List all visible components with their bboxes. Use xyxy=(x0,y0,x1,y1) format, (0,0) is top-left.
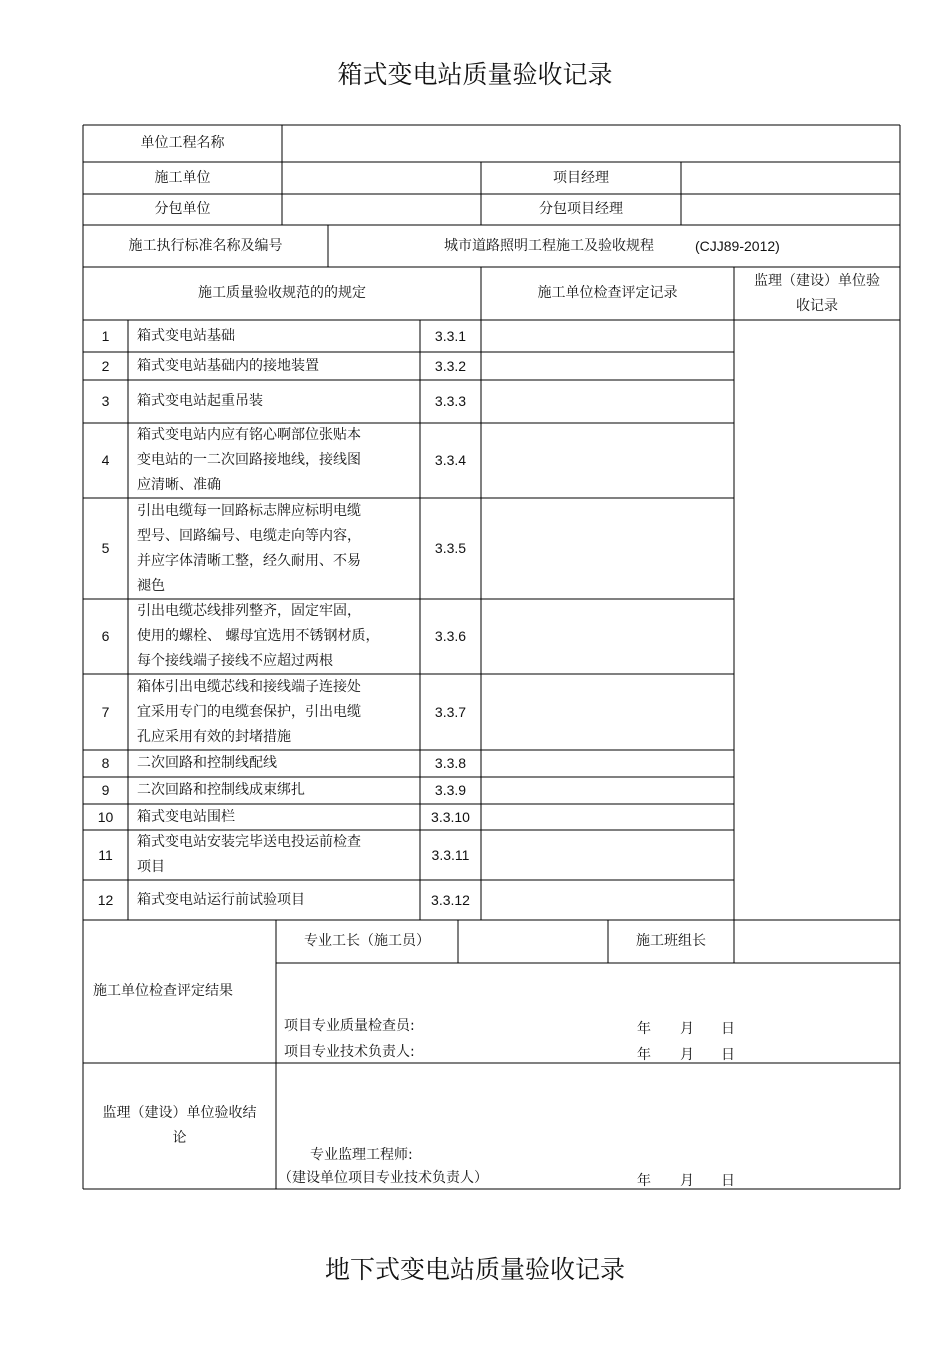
label-quality-inspector: 项目专业质量检查员: xyxy=(284,1018,415,1034)
date-month: 月 xyxy=(680,1047,694,1063)
row-check-field[interactable] xyxy=(481,674,734,750)
row-text: 箱式变电站基础内的接地装置 xyxy=(137,357,319,374)
row-code: 3.3.12 xyxy=(431,891,470,908)
row-code: 3.3.5 xyxy=(434,540,467,556)
row-number: 11 xyxy=(98,846,113,863)
row-code: 3.3.9 xyxy=(434,782,467,798)
label-supervision-conclusion: 监理（建设）单位验收结 论 xyxy=(102,1105,257,1146)
row-number: 5 xyxy=(101,540,110,556)
row-text: 二次回路和控制线成束绑扎 xyxy=(137,782,305,798)
row-number: 1 xyxy=(101,327,110,344)
row-code: 3.3.8 xyxy=(434,755,467,771)
date-year: 年 xyxy=(637,1021,651,1037)
row-check-field[interactable] xyxy=(481,880,734,920)
row-code: 3.3.2 xyxy=(434,357,467,374)
row-check-field[interactable] xyxy=(481,380,734,423)
date-day: 日 xyxy=(721,1047,735,1063)
date-month: 月 xyxy=(680,1173,694,1189)
date-month: 月 xyxy=(680,1021,694,1037)
row-text: 箱式变电站内应有铭心啊部位张贴本 变电站的一二次回路接地线，接线图 应清晰、准确 xyxy=(137,427,361,493)
row-text: 箱式变电站起重吊装 xyxy=(137,393,263,409)
label-team-leader: 施工班组长 xyxy=(636,933,706,949)
row-number: 10 xyxy=(97,808,114,825)
row-number: 4 xyxy=(101,452,110,468)
field-foreman[interactable] xyxy=(458,920,608,963)
row-check-field[interactable] xyxy=(481,777,734,804)
label-standard: 施工执行标准名称及编号 xyxy=(128,237,283,254)
field-sub-project-manager[interactable] xyxy=(681,194,900,225)
row-text: 箱式变电站围栏 xyxy=(137,808,235,825)
standard-name: 城市道路照明工程施工及验收规程 xyxy=(444,237,654,254)
label-owner-tech-lead: （建设单位项目专业技术负责人） xyxy=(278,1170,488,1186)
row-check-field[interactable] xyxy=(481,830,734,880)
field-construction-unit[interactable] xyxy=(282,162,481,194)
row-code: 3.3.7 xyxy=(434,703,467,720)
row-check-field[interactable] xyxy=(481,352,734,380)
row-number: 9 xyxy=(101,782,110,798)
row-text: 箱式变电站基础 xyxy=(137,327,235,344)
row-code: 3.3.6 xyxy=(434,628,467,644)
row-number: 8 xyxy=(101,755,110,771)
row-code: 3.3.1 xyxy=(434,327,467,344)
field-sub-unit[interactable] xyxy=(282,194,481,225)
label-project-manager: 项目经理 xyxy=(553,169,609,186)
label-tech-lead: 项目专业技术负责人: xyxy=(284,1044,415,1060)
field-team-leader[interactable] xyxy=(734,920,900,963)
row-check-field[interactable] xyxy=(481,320,734,352)
row-check-field[interactable] xyxy=(481,423,734,498)
row-number: 3 xyxy=(101,393,110,409)
field-unit-project-name[interactable] xyxy=(282,125,900,162)
row-text: 引出电缆芯线排列整齐，固定牢固， 使用的螺栓、 螺母宜选用不锈钢材质， 每个接线端子接线不应超过两根 xyxy=(137,603,380,669)
label-construction-unit: 施工单位 xyxy=(154,169,211,186)
label-sub-unit: 分包单位 xyxy=(154,201,211,217)
row-check-field[interactable] xyxy=(481,804,734,830)
row-number: 7 xyxy=(101,703,110,720)
row-check-field[interactable] xyxy=(481,498,734,599)
row-text: 引出电缆每一回路标志牌应标明电缆 型号、回路编号、电缆走向等内容， 并应字体清晰工整，经久耐用、不易 褪色 xyxy=(137,502,361,594)
label-foreman: 专业工长（施工员） xyxy=(304,933,430,949)
label-supervision-engineer: 专业监理工程师: xyxy=(310,1147,413,1163)
label-unit-project-name: 单位工程名称 xyxy=(140,135,225,151)
row-code: 3.3.4 xyxy=(434,452,467,468)
date-day: 日 xyxy=(721,1021,735,1037)
date-year: 年 xyxy=(637,1047,651,1063)
label-sub-project-manager: 分包项目经理 xyxy=(539,201,623,217)
row-text: 箱式变电站运行前试验项目 xyxy=(137,891,305,908)
row-check-field[interactable] xyxy=(481,599,734,674)
label-inspection-result: 施工单位检查评定结果 xyxy=(93,983,233,999)
row-code: 3.3.11 xyxy=(431,846,470,863)
date-year: 年 xyxy=(637,1173,651,1189)
page-title: 箱式变电站质量验收记录 xyxy=(337,60,613,89)
column-header-spec: 施工质量验收规范的的规定 xyxy=(198,285,366,301)
standard-code: (CJJ89-2012) xyxy=(695,237,780,254)
next-section-title: 地下式变电站质量验收记录 xyxy=(324,1255,625,1284)
row-code: 3.3.3 xyxy=(434,393,467,409)
column-header-check: 施工单位检查评定记录 xyxy=(537,285,678,301)
field-project-manager[interactable] xyxy=(681,162,900,194)
column-header-supervision: 监理（建设）单位验 收记录 xyxy=(754,272,880,314)
row-number: 2 xyxy=(101,357,110,374)
row-text: 二次回路和控制线配线 xyxy=(137,755,277,771)
row-text: 箱体引出电缆芯线和接线端子连接处 宜采用专门的电缆套保护，引出电缆 孔应采用有效的封堵措施 xyxy=(137,678,361,745)
row-code: 3.3.10 xyxy=(431,808,470,825)
supervision-record-field[interactable] xyxy=(734,320,900,920)
row-number: 12 xyxy=(97,891,114,908)
row-check-field[interactable] xyxy=(481,750,734,777)
row-number: 6 xyxy=(101,628,110,644)
row-text: 箱式变电站安装完毕送电投运前检查 项目 xyxy=(137,834,361,875)
date-day: 日 xyxy=(721,1173,735,1189)
